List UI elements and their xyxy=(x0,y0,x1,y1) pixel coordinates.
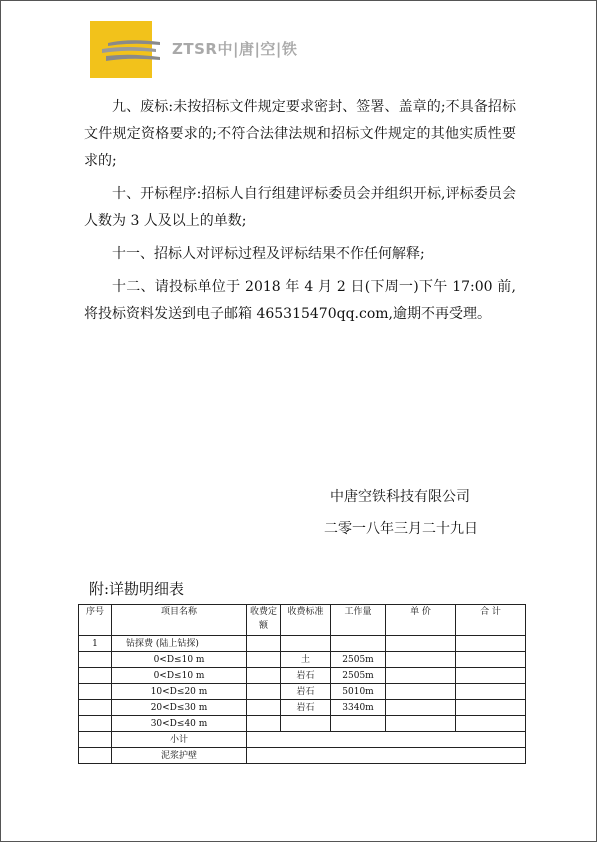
header-cell: 工作量 xyxy=(331,605,386,636)
table-row xyxy=(79,684,526,700)
table-row-subtotal xyxy=(79,732,526,748)
table-row xyxy=(79,700,526,716)
table-cell xyxy=(79,684,112,700)
table-cell xyxy=(247,652,281,668)
table-cell: 20<D≤30 m xyxy=(112,700,247,716)
table-cell xyxy=(281,716,331,732)
table-cell xyxy=(456,652,526,668)
table-cell xyxy=(79,700,112,716)
table-cell xyxy=(456,684,526,700)
table-cell: 2505m xyxy=(331,668,386,684)
attachment-title: 附:详勘明细表 xyxy=(89,580,185,598)
table-cell xyxy=(456,716,526,732)
table-cell xyxy=(386,684,456,700)
table-cell: 0<D≤10 m xyxy=(112,668,247,684)
table-cell: 岩石 xyxy=(281,684,331,700)
logo-text: ZTSR中|唐|空|铁 xyxy=(172,40,298,58)
header-cell: 项目名称 xyxy=(112,605,247,636)
header-cell: 收费定额 xyxy=(247,605,281,636)
table-cell xyxy=(247,684,281,700)
table-cell xyxy=(386,668,456,684)
survey-detail-table xyxy=(78,604,526,764)
header-cell: 收费标准 xyxy=(281,605,331,636)
table-cell xyxy=(79,668,112,684)
table-cell: 2505m xyxy=(331,652,386,668)
table-cell xyxy=(247,636,281,652)
table-cell: 10<D≤20 m xyxy=(112,684,247,700)
mud-wall-label: 泥浆护壁 xyxy=(112,748,247,764)
table-cell xyxy=(247,716,281,732)
logo-stripes-icon xyxy=(102,38,162,64)
table-cell xyxy=(456,700,526,716)
table-header-row xyxy=(79,605,526,636)
signature-date: 二零一八年三月二十九日 xyxy=(324,521,478,537)
paragraph-no-explanation: 十一、招标人对评标过程及评标结果不作任何解释; xyxy=(112,246,425,262)
table-cell xyxy=(386,716,456,732)
table-cell xyxy=(456,636,526,652)
table-cell xyxy=(79,748,112,764)
table-cell: 钻探费 (陆上钻探) xyxy=(112,636,247,652)
paragraph-submission-deadline: 十二、请投标单位于 2018 年 4 月 2 日(下周一)下午 17:00 前,将投标资料发送到电子邮箱 465315470qq.com,逾期不再受理。 xyxy=(84,279,516,322)
paragraph-disqualification: 九、废标:未按招标文件规定要求密封、签署、盖章的;不具备招标文件规定资格要求的;不符合法律法规和招标文件规定的其他实质性要求的; xyxy=(84,99,516,169)
table-row xyxy=(79,636,526,652)
table-cell xyxy=(456,668,526,684)
table-cell xyxy=(79,732,112,748)
table-row xyxy=(79,668,526,684)
table-cell: 30<D≤40 m xyxy=(112,716,247,732)
signature-company: 中唐空铁科技有限公司 xyxy=(330,489,470,505)
table-cell xyxy=(386,636,456,652)
notice-body xyxy=(84,94,516,334)
table-cell: 岩石 xyxy=(281,700,331,716)
header-cell: 单 价 xyxy=(386,605,456,636)
table-row xyxy=(79,652,526,668)
table-cell: 3340m xyxy=(331,700,386,716)
header-cell: 序号 xyxy=(79,605,112,636)
header-cell: 合 计 xyxy=(456,605,526,636)
table-cell xyxy=(386,700,456,716)
table-cell xyxy=(247,748,526,764)
table-cell: 0<D≤10 m xyxy=(112,652,247,668)
paragraph-opening-procedure: 十、开标程序:招标人自行组建评标委员会并组织开标,评标委员会人数为 3 人及以上的单数; xyxy=(84,186,516,229)
table-cell xyxy=(386,652,456,668)
table-cell xyxy=(247,700,281,716)
table-cell: 1 xyxy=(79,636,112,652)
table-cell xyxy=(247,668,281,684)
table-cell xyxy=(331,716,386,732)
table-cell xyxy=(281,636,331,652)
table-cell xyxy=(79,716,112,732)
table-cell: 岩石 xyxy=(281,668,331,684)
table-cell xyxy=(247,732,526,748)
table-cell: 5010m xyxy=(331,684,386,700)
table-cell: 土 xyxy=(281,652,331,668)
table-row-mud xyxy=(79,748,526,764)
table-row xyxy=(79,716,526,732)
table-cell xyxy=(79,652,112,668)
table-cell xyxy=(331,636,386,652)
subtotal-label: 小计 xyxy=(112,732,247,748)
